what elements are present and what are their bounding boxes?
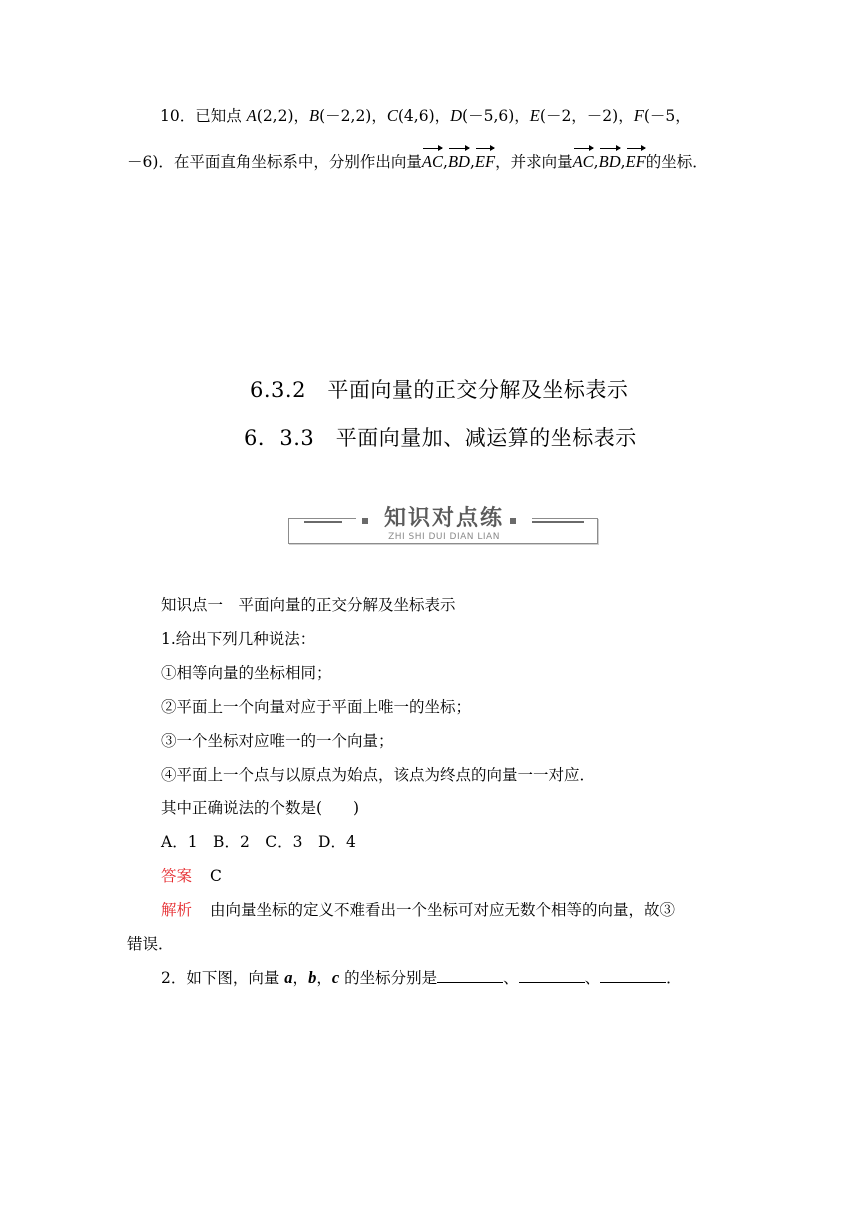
- comma: ,: [469, 153, 475, 171]
- q10-line2-text: 的坐标．: [645, 153, 708, 171]
- separator: ，: [292, 969, 309, 987]
- analysis-line2: 错误．: [127, 935, 174, 953]
- vector-bd: BD: [447, 152, 470, 171]
- comma: ,: [620, 153, 626, 171]
- q10-line2-text: －6)．在平面直角坐标系中，分别作出向量: [127, 153, 422, 171]
- section-badge: [288, 505, 600, 545]
- statement-3: ③一个坐标对应唯一的一个向量；: [161, 732, 394, 750]
- answer-label: 答案: [161, 867, 193, 885]
- answer-blank-2[interactable]: [519, 968, 585, 983]
- point-a-coord: (2,2)，: [256, 107, 310, 125]
- vector-b: b: [308, 968, 317, 987]
- point-f-label: F: [633, 106, 644, 125]
- q2-line: [161, 968, 682, 988]
- badge-title: 知识对点练: [383, 506, 504, 531]
- section-title-632: 6.3.2 平面向量的正交分解及坐标表示: [250, 378, 629, 402]
- comma: ,: [593, 153, 599, 171]
- q1-ask: 其中正确说法的个数是( ): [161, 799, 360, 817]
- point-c-coord: (4,6)，: [397, 107, 451, 125]
- vector-c: c: [331, 968, 340, 987]
- point-a-label: A: [246, 106, 257, 125]
- q1-stem: 1.给出下列几种说法：: [161, 630, 316, 648]
- vector-ac: AC: [421, 152, 444, 171]
- q10-number: 10．: [160, 107, 196, 125]
- q10-line1: [160, 106, 691, 126]
- answer-value: C: [210, 867, 222, 885]
- separator: 、: [503, 969, 519, 987]
- analysis-text: 由向量坐标的定义不难看出一个坐标可对应无数个相等的向量，故③: [210, 901, 676, 919]
- q10-line2: [127, 152, 708, 172]
- vector-bd: BD: [598, 152, 621, 171]
- q10-text: 已知点: [195, 107, 247, 125]
- point-c-label: C: [386, 106, 398, 125]
- period: ．: [666, 969, 682, 987]
- badge-subtitle: ZHI SHI DUI DIAN LIAN: [388, 532, 500, 542]
- answer-blank-3[interactable]: [600, 968, 666, 983]
- point-b-coord: (－2,2)，: [319, 107, 387, 125]
- statement-1: ①相等向量的坐标相同；: [161, 664, 332, 682]
- vector-ef: EF: [625, 152, 646, 171]
- point-d-coord: (－5,6)，: [462, 107, 530, 125]
- q2-text: 2．如下图，向量: [161, 969, 285, 987]
- q10-line2-text: ，并求向量: [495, 153, 573, 171]
- statement-4: ④平面上一个点与以原点为始点，该点为终点的向量一一对应．: [161, 766, 596, 784]
- vector-a: a: [284, 968, 293, 987]
- q2-text: 的坐标分别是: [339, 969, 438, 987]
- vector-ac: AC: [572, 152, 594, 171]
- kp1-heading: 知识点一 平面向量的正交分解及坐标表示: [161, 596, 456, 614]
- statement-2: ②平面上一个向量对应于平面上唯一的坐标；: [161, 698, 472, 716]
- comma: ,: [443, 153, 448, 171]
- point-e-coord: (－2，－2)，: [539, 107, 634, 125]
- vector-ef: EF: [474, 152, 496, 171]
- separator: ，: [316, 969, 332, 987]
- analysis-label: 解析: [161, 901, 193, 919]
- point-b-label: B: [309, 106, 320, 125]
- point-f-coord: (－5，: [643, 107, 691, 125]
- section-title-633: 6．3.3 平面向量加、减运算的坐标表示: [244, 426, 637, 450]
- analysis-line1: [161, 900, 675, 920]
- q1-options: A．1 B．2 C．3 D．4: [161, 833, 356, 851]
- answer-line: [161, 866, 222, 886]
- point-d-label: D: [450, 106, 463, 125]
- separator: 、: [584, 969, 601, 987]
- answer-blank-1[interactable]: [437, 968, 503, 983]
- point-e-label: E: [529, 106, 540, 125]
